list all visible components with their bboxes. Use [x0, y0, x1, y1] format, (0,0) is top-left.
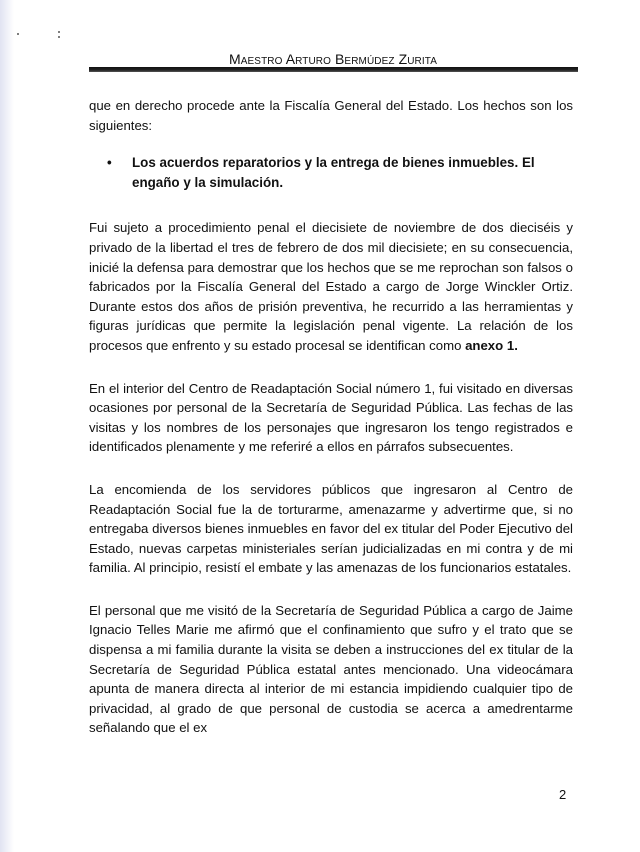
bullet-heading-text: Los acuerdos reparatorios y la entrega de bienes inmuebles. El engaño y la simulación. — [132, 155, 535, 190]
bullet-heading — [89, 153, 573, 192]
bullet-marker: • — [107, 155, 112, 171]
paragraph-procedure — [89, 218, 573, 355]
paragraph-visits: En el interior del Centro de Readaptación Social número 1, fui visitado en diversas ocasiones por personal de la Secretaría de Seguridad Pública. Las fechas de las visitas y los nombres de los personajes que ingresaron los tengo registrados e identificados plenamente y me referiré a ellos en párrafos subsecuentes. — [89, 380, 573, 455]
scan-speck — [58, 36, 60, 38]
scan-speck — [17, 33, 19, 35]
running-header-title: Maestro Arturo Bermúdez Zurita — [229, 51, 437, 67]
annex-reference: anexo 1. — [465, 337, 518, 353]
paragraph-threats: La encomienda de los servidores públicos que ingresaron al Centro de Readaptación Social fue la de torturarme, amenazarme y advertirme que, si no entregaba diversos bienes inmuebles en favor del ex titular del Poder Ejecutivo del Estado, nuevas carpetas ministeriales serían judicializadas en mi contra y de mi familia. Al principio, resistí el embate y las amenazas de los funcionarios estatales. — [89, 481, 573, 576]
intro-paragraph: que en derecho procede ante la Fiscalía General del Estado. Los hechos son los siguientes: — [89, 98, 573, 133]
page-number: 2 — [559, 787, 567, 802]
header-rule — [89, 67, 578, 72]
paragraph-confinement: El personal que me visitó de la Secretaría de Seguridad Pública a cargo de Jaime Ignacio Telles Marie me afirmó que el confinamiento que sufro y el trato que se dispensa a mi familia durante la visita se deben a instrucciones del ex titular de la Secretaría de Seguridad Pública estatal antes mencionado. Una videocámara apunta de manera directa al interior de mi estancia impidiendo cualquier tipo de privacidad, al grado de que personal de custodia se acerca a amedrentarme señalando que el ex — [89, 602, 573, 736]
scan-edge-shadow — [0, 0, 14, 852]
scan-speck — [58, 31, 60, 33]
paragraph-procedure-text: Fui sujeto a procedimiento penal el diecisiete de noviembre de dos dieciséis y privado de la libertad el tres de febrero de dos mil diecisiete; en su consecuencia, inicié la defensa para demostrar que los hechos que se me reprochan son falsos o fabricados por la Fiscalía General del Estado a cargo de Jorge Winckler Ortiz. Durante estos dos años de prisión preventiva, he recurrido a las herramientas y figuras jurídicas que permite la legislación penal vigente. La relación de los procesos que enfrento y su estado procesal se identifican como — [89, 220, 573, 353]
document-body — [89, 96, 573, 738]
